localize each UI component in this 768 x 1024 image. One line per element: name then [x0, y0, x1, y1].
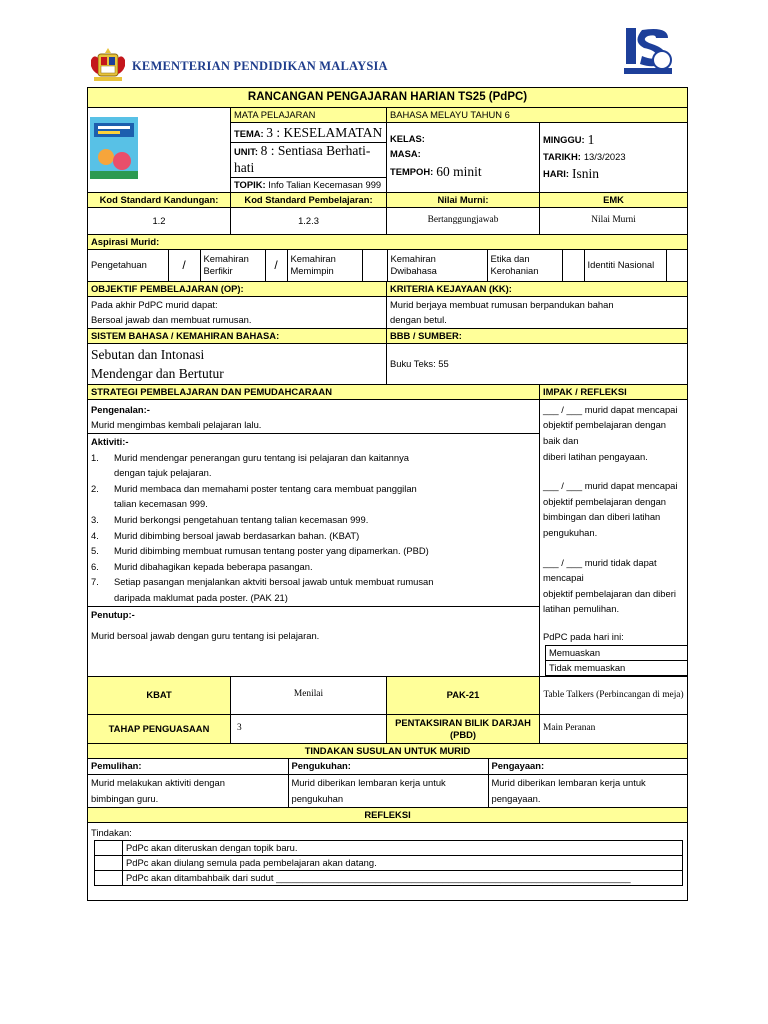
pemulihan-label: Pemulihan:	[88, 759, 288, 774]
kelas-label: KELAS:	[390, 133, 425, 145]
page-header	[88, 46, 688, 86]
activity-item: dengan tajuk pelajaran.	[114, 467, 212, 479]
pdpc-option-label: Tidak memuaskan	[546, 660, 688, 675]
ts25-logo-icon	[622, 22, 674, 78]
activity-item: 7. Setiap pasangan menjalankan aktviti bersoal jawab untuk membuat rumusan	[91, 576, 434, 588]
aktiviti-label: Aktiviti:-	[91, 436, 129, 447]
op-line: Pada akhir PdPC murid dapat:	[91, 298, 218, 310]
tema-value: 3 : KESELAMATAN	[266, 125, 383, 140]
impak-line	[543, 541, 684, 555]
aspirasi-item: Identiti Nasional	[584, 250, 666, 281]
masa-label: MASA:	[390, 148, 421, 160]
activity-item: 3. Murid berkongsi pengetahuan tentang talian kecemasan 999.	[91, 513, 369, 525]
tahap-value: 3	[231, 714, 387, 743]
pengenalan-text: Murid mengimbas kembali pelajaran lalu.	[91, 419, 262, 431]
kk-line: dengan betul.	[390, 314, 447, 326]
refleksi-checkbox[interactable]	[95, 856, 123, 871]
pengayaan-text: pengayaan.	[491, 792, 541, 804]
penutup-text: Murid bersoal jawab dengan guru tentang isi pelajaran.	[91, 630, 320, 642]
impak-line: ___ / ___ murid tidak dapat mencapai	[543, 556, 657, 584]
aspirasi-item: Pengetahuan	[88, 250, 168, 281]
kelas-block	[387, 123, 540, 193]
refleksi-checkbox[interactable]	[95, 841, 123, 856]
pbd-label: PENTAKSIRAN BILIK DARJAH (PBD)	[387, 714, 540, 743]
pdpc-option-label: Memuaskan	[546, 645, 688, 660]
activity-item: 5. Murid dibimbing membuat rumusan tentang poster yang dipamerkan. (PBD)	[91, 545, 429, 557]
lesson-plan-table	[87, 87, 688, 901]
impak-label: IMPAK / REFLEKSI	[540, 384, 688, 399]
op-line: Bersoal jawab dan membuat rumusan.	[91, 314, 252, 326]
tindakan-label-text: Tindakan:	[91, 826, 132, 838]
activity-item: 4. Murid dibimbing bersoal jawab berdasarkan bahan. (KBAT)	[91, 529, 360, 541]
textbook-cover-icon	[90, 117, 138, 179]
activity-item: 6. Murid dibahagikan kepada beberapa pasangan.	[91, 560, 313, 572]
sistem-label: SISTEM BAHASA / KEMAHIRAN BAHASA:	[88, 328, 387, 343]
strategi-body	[88, 399, 540, 676]
penutup-label: Penutup:-	[91, 608, 135, 620]
aspirasi-mark: /	[265, 250, 287, 281]
pdpc-label: PdPC pada hari ini:	[543, 630, 624, 642]
minggu-block	[540, 123, 688, 193]
pengayaan-label: Pengayaan:	[491, 760, 545, 772]
ministry-name: KEMENTERIAN PENDIDIKAN MALAYSIA	[132, 59, 388, 73]
sistem-line: Mendengar dan Bertutur	[91, 365, 224, 381]
aspirasi-item: Kemahiran Memimpin	[287, 250, 362, 281]
aspirasi-mark	[562, 250, 584, 281]
tindakan-row	[88, 758, 688, 774]
form-title: RANCANGAN PENGAJARAN HARIAN TS25 (PdPC)	[88, 88, 688, 108]
refleksi-body	[88, 822, 688, 900]
op-label: OBJEKTIF PEMBELAJARAN (OP):	[88, 281, 387, 296]
ksp-header: Kod Standard Pembelajaran:	[231, 192, 387, 207]
emk-value: Nilai Murni	[540, 207, 688, 234]
activity-item: 2. Murid membaca dan memahami poster tentang cara membuat panggilan	[91, 482, 417, 494]
pak-value: Table Talkers (Perbincangan di meja)	[540, 676, 688, 714]
impak-line: pengukuhan.	[543, 526, 598, 538]
bbb-value: Buku Teks: 55	[387, 343, 688, 384]
kk-line: Murid berjaya membuat rumusan berpandukan bahan	[390, 298, 614, 310]
aspirasi-item: Kemahiran Berfikir	[200, 250, 265, 281]
pengukuhan-text: Murid diberikan lembaran kerja untuk	[291, 776, 446, 788]
pemulihan-text: bimbingan guru.	[91, 792, 159, 804]
pengukuhan-label: Pengukuhan:	[288, 759, 488, 774]
pengenalan-label: Pengenalan:-	[91, 403, 150, 415]
tema-label: TEMA:	[234, 128, 264, 139]
impak-line: latihan pemulihan.	[543, 603, 620, 615]
activity-item: 1. Murid mendengar penerangan guru tentang isi pelajaran dan kaitannya	[91, 451, 409, 463]
ksk-value: 1.2	[88, 207, 231, 234]
bbb-label: BBB / SUMBER:	[387, 328, 688, 343]
refleksi-option: PdPc akan diteruskan dengan topik baru.	[123, 841, 683, 856]
emk-header: EMK	[540, 192, 688, 207]
malaysia-crest-icon	[88, 46, 128, 86]
topik-value: Info Talian Kecemasan 999	[268, 178, 382, 190]
refleksi-option: PdPc akan ditambahbaik dari sudut ____________________________________________________________________	[123, 871, 683, 886]
unit-label: UNIT:	[234, 145, 258, 157]
tarikh-label: TARIKH:	[543, 151, 581, 163]
impak-line	[543, 464, 684, 478]
pengukuhan-text: pengukuhan	[291, 792, 344, 804]
activity-item: talian kecemasan 999.	[114, 498, 208, 510]
impak-line: diberi latihan pengayaan.	[543, 450, 648, 462]
impak-line: ___ / ___ murid dapat mencapai	[543, 403, 678, 415]
impak-line: objektif pembelajaran dengan	[543, 495, 667, 507]
subject-value: BAHASA MELAYU TAHUN 6	[387, 108, 688, 123]
topik-label: TOPIK:	[234, 178, 266, 190]
pbd-value: Main Peranan	[540, 714, 688, 743]
unit-value: 8 : Sentiasa Berhati-hati	[234, 142, 371, 175]
textbook-cover-cell	[88, 108, 231, 193]
pengayaan-text: Murid diberikan lembaran kerja untuk	[491, 776, 646, 788]
hari-label: HARI:	[543, 168, 570, 180]
tindakan-label: TINDAKAN SUSULAN UNTUK MURID	[88, 743, 688, 758]
sistem-line: Sebutan dan Intonasi	[91, 346, 205, 362]
aspirasi-item: Etika dan Kerohanian	[487, 250, 562, 281]
impak-line: objektif pembelajaran dan diberi	[543, 587, 676, 599]
pak-label: PAK-21	[387, 676, 540, 714]
hari-value: Isnin	[572, 165, 600, 181]
impak-body	[540, 399, 688, 676]
tempoh-value: 60 minit	[436, 163, 482, 179]
nilai-header: Nilai Murni:	[387, 192, 540, 207]
impak-line: objektif pembelajaran dengan baik dan	[543, 419, 667, 446]
aspirasi-mark	[666, 250, 688, 281]
minggu-label: MINGGU:	[543, 134, 585, 146]
pemulihan-text: Murid melakukan aktiviti dengan	[91, 776, 225, 788]
tempoh-label: TEMPOH:	[390, 166, 434, 178]
nilai-value: Bertanggungjawab	[387, 207, 540, 234]
activity-list	[91, 450, 536, 606]
strategi-label: STRATEGI PEMBELAJARAN DAN PEMUDAHCARAAN	[88, 384, 540, 399]
ksp-value: 1.2.3	[231, 207, 387, 234]
activity-item: daripada maklumat pada poster. (PAK 21)	[114, 591, 288, 603]
refleksi-options	[94, 840, 683, 886]
refleksi-checkbox[interactable]	[95, 871, 123, 886]
minggu-value: 1	[587, 131, 595, 147]
impak-line: ___ / ___ murid dapat mencapai	[543, 480, 678, 492]
aspirasi-item: Kemahiran Dwibahasa	[387, 250, 487, 281]
aspirasi-label: Aspirasi Murid:	[88, 234, 688, 249]
ksk-header: Kod Standard Kandungan:	[88, 192, 231, 207]
tindakan-body	[88, 774, 688, 807]
tarikh-value: 13/3/2023	[583, 151, 626, 163]
pdpc-options	[545, 645, 688, 676]
aspirasi-mark: /	[168, 250, 200, 281]
kbat-value: Menilai	[231, 676, 387, 714]
impak-line: bimbingan dan diberi latihan	[543, 511, 661, 523]
refleksi-label: REFLEKSI	[88, 807, 688, 822]
aspirasi-mark	[362, 250, 387, 281]
kbat-label: KBAT	[88, 676, 231, 714]
aspirasi-row	[88, 249, 688, 281]
tahap-label: TAHAP PENGUASAAN	[88, 714, 231, 743]
subject-label: MATA PELAJARAN	[231, 108, 387, 123]
kk-label: KRITERIA KEJAYAAN (KK):	[387, 281, 688, 296]
refleksi-option: PdPc akan diulang semula pada pembelajaran akan datang.	[123, 856, 683, 871]
